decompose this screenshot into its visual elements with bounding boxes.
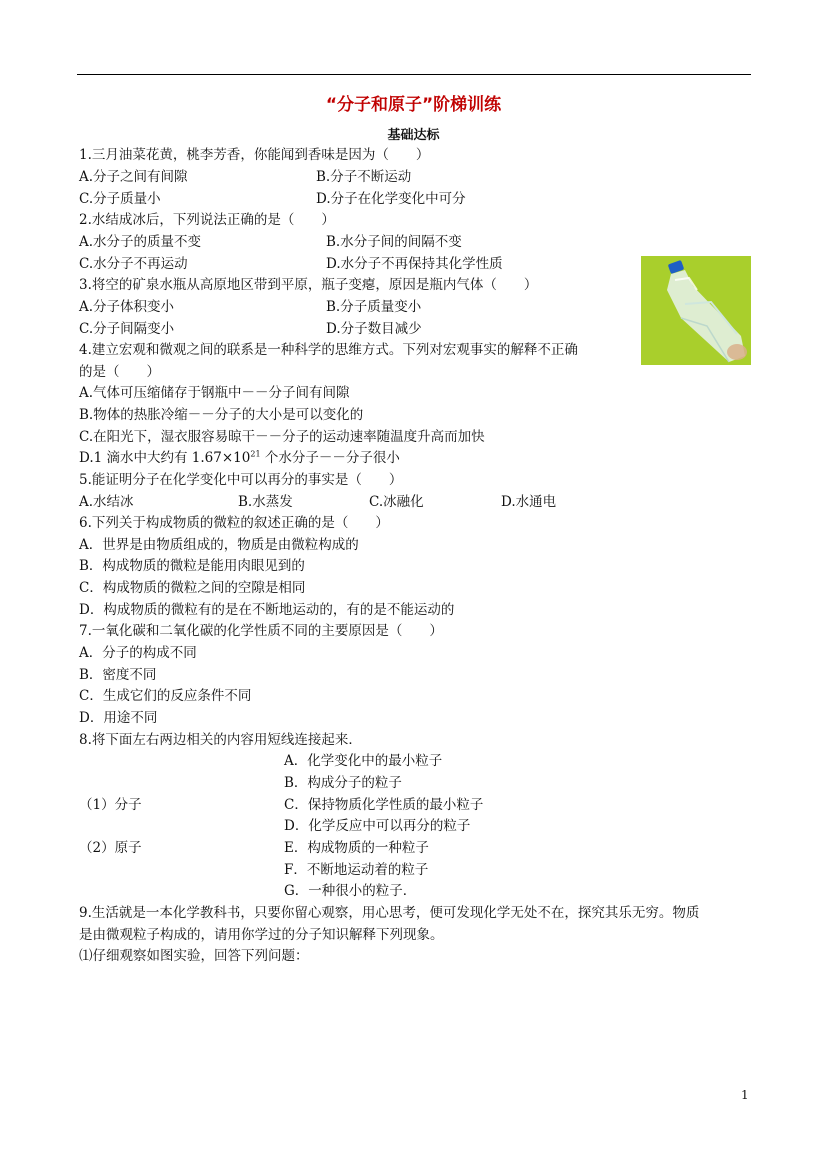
q6-option-d: D．构成物质的微粒有的是在不断地运动的，有的是不能运动的 — [79, 602, 455, 618]
q5-option-b: B.水蒸发 — [238, 494, 293, 510]
q4-option-a: A.气体可压缩储存于钢瓶中－－分子间有间隙 — [79, 385, 350, 401]
q3-option-d: D.分子数目减少 — [326, 321, 422, 337]
q7-stem: 7.一氧化碳和二氧化碳的化学性质不同的主要原因是（ ） — [79, 623, 443, 639]
q1-option-c: C.分子质量小 — [79, 191, 161, 207]
q9-line2: 是由微观粒子构成的，请用你学过的分子知识解释下列现象。 — [79, 927, 444, 943]
page-title: “分子和原子”阶梯训练 — [325, 95, 502, 115]
q8-right-item: E．构成物质的一种粒子 — [284, 840, 429, 856]
water-bottle-icon — [641, 256, 751, 365]
q1-option-b: B.分子不断运动 — [316, 169, 412, 185]
section-subtitle: 基础达标 — [387, 128, 440, 143]
q9-line1: 9.生活就是一本化学教科书，只要你留心观察，用心思考，便可发现化学无处不在，探究其乐无穷。物质 — [79, 905, 700, 921]
q8-left-item: （1）分子 — [79, 797, 142, 813]
q7-option-b: B．密度不同 — [79, 667, 157, 683]
q2-option-a: A.水分子的质量不变 — [79, 234, 202, 250]
q3-option-a: A.分子体积变小 — [79, 299, 175, 315]
q1-option-d: D.分子在化学变化中可分 — [316, 191, 466, 207]
q5-option-c: C.冰融化 — [369, 494, 424, 510]
q4-stem-line1: 4.建立宏观和微观之间的联系是一种科学的思维方式。下列对宏观事实的解释不正确 — [79, 342, 578, 358]
q3-stem: 3.将空的矿泉水瓶从高原地区带到平原，瓶子变瘪，原因是瓶内气体（ ） — [79, 277, 538, 293]
q4-option-d-exponent: 21 — [250, 449, 261, 459]
q3-option-c: C.分子间隔变小 — [79, 321, 175, 337]
q4-option-b: B.物体的热胀冷缩－－分子的大小是可以变化的 — [79, 407, 364, 423]
q8-left-item: （2）原子 — [79, 840, 142, 856]
page-number: 1 — [741, 1088, 749, 1102]
q7-option-d: D．用途不同 — [79, 710, 158, 726]
q2-stem: 2.水结成冰后，下列说法正确的是（ ） — [79, 212, 335, 228]
q4-option-d — [79, 449, 400, 467]
header-rule — [77, 74, 751, 75]
q4-option-d-post: 个水分子－－分子很小 — [260, 450, 400, 466]
q8-right-item: C．保持物质化学性质的最小粒子 — [284, 797, 484, 813]
q6-option-c: C．构成物质的微粒之间的空隙是相同 — [79, 580, 306, 596]
q8-right-item: A．化学变化中的最小粒子 — [284, 753, 443, 769]
q8-right-item: B．构成分子的粒子 — [284, 775, 402, 791]
q3-option-b: B.分子质量变小 — [326, 299, 422, 315]
q1-stem: 1.三月油菜花黄，桃李芳香，你能闻到香味是因为（ ） — [79, 147, 430, 163]
q1-option-a: A.分子之间有间隙 — [79, 169, 188, 185]
q9-line3: ⑴仔细观察如图实验，回答下列问题： — [79, 948, 309, 964]
q5-option-d: D.水通电 — [501, 494, 557, 510]
q5-stem: 5.能证明分子在化学变化中可以再分的事实是（ ） — [79, 472, 403, 488]
q2-option-d: D.水分子不再保持其化学性质 — [326, 256, 503, 272]
q2-option-b: B.水分子间的间隔不变 — [326, 234, 462, 250]
water-bottle-photo — [641, 256, 751, 365]
q8-right-item: D．化学反应中可以再分的粒子 — [284, 818, 471, 834]
q6-stem: 6.下列关于构成物质的微粒的叙述正确的是（ ） — [79, 515, 389, 531]
q7-option-c: C．生成它们的反应条件不同 — [79, 688, 252, 704]
q7-option-a: A．分子的构成不同 — [79, 645, 197, 661]
q4-stem-line2: 的是（ ） — [79, 364, 160, 380]
q8-right-item: G．一种很小的粒子． — [284, 883, 417, 899]
q4-option-d-pre: D.1 滴水中大约有 1.67×10 — [79, 450, 251, 466]
q6-option-b: B．构成物质的微粒是能用肉眼见到的 — [79, 558, 305, 574]
q4-option-c: C.在阳光下，湿衣服容易晾干－－分子的运动速率随温度升高而加快 — [79, 429, 485, 445]
q5-option-a: A.水结冰 — [79, 494, 134, 510]
q8-right-item: F．不断地运动着的粒子 — [284, 862, 429, 878]
q8-stem: 8.将下面左右两边相关的内容用短线连接起来． — [79, 732, 362, 748]
q6-option-a: A．世界是由物质组成的，物质是由微粒构成的 — [79, 537, 359, 553]
q2-option-c: C.水分子不再运动 — [79, 256, 188, 272]
